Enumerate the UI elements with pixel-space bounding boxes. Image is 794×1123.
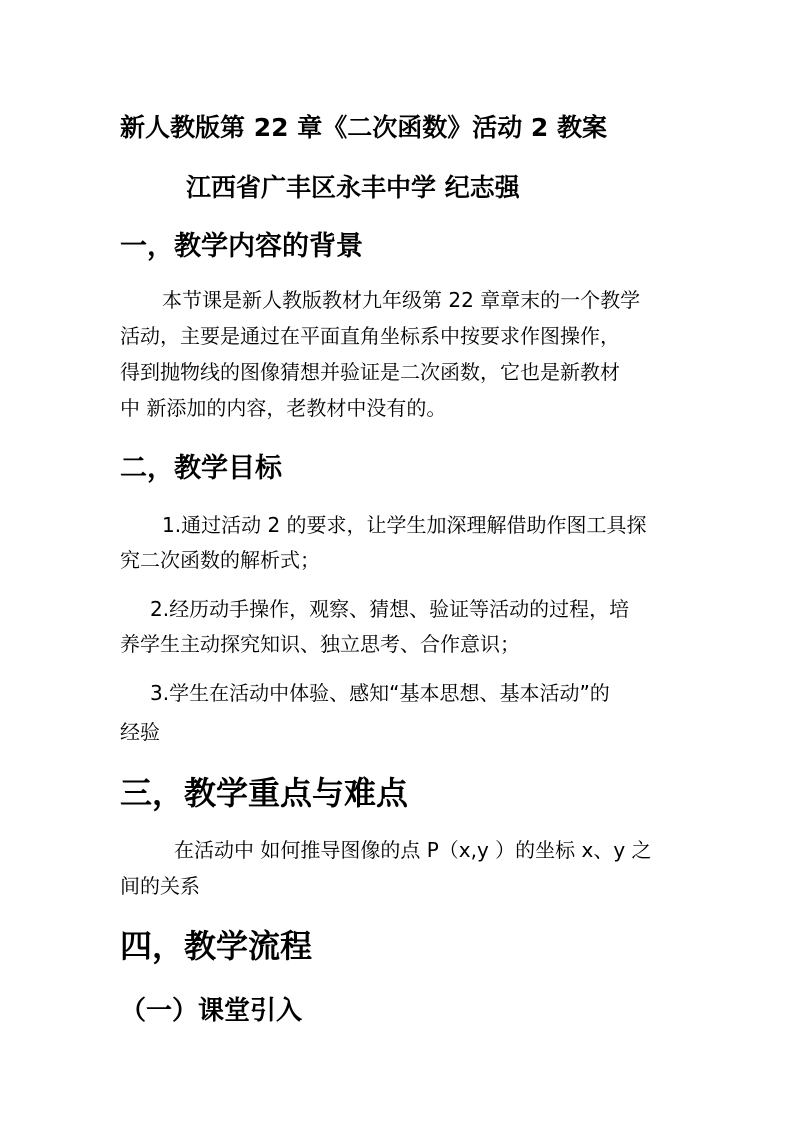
paragraph-line: 3.学生在活动中体验、感知“基本思想、基本活动”的 xyxy=(150,681,610,705)
paragraph-line: 在活动中 如何推导图像的点 P（x,y ）的坐标 x、y 之 xyxy=(174,838,652,862)
paragraph-line: 经验 xyxy=(120,720,160,744)
paragraph-line: 中 新添加的内容，老教材中没有的。 xyxy=(120,396,447,420)
subheading-lesson-intro: （一）课堂引入 xyxy=(120,996,303,1026)
paragraph-line: 本节课是新人教版教材九年级第 22 章章末的一个教学 xyxy=(162,288,641,312)
section-heading-objectives: 二，教学目标 xyxy=(120,453,282,484)
paragraph-line: 活动，主要是通过在平面直角坐标系中按要求作图操作， xyxy=(120,324,620,348)
paragraph-line: 2.经历动手操作，观察、猜想、验证等活动的过程，培 xyxy=(150,597,630,621)
section-heading-key-points: 三，教学重点与难点 xyxy=(120,774,409,812)
paragraph-line: 1.通过活动 2 的要求，让学生加深理解借助作图工具探 xyxy=(162,513,647,537)
paragraph-line: 间的关系 xyxy=(120,874,200,898)
paragraph-line: 究二次函数的解析式； xyxy=(120,548,320,572)
paragraph-line: 得到抛物线的图像猜想并验证是二次函数，它也是新教材 xyxy=(120,360,620,384)
section-heading-background: 一，教学内容的背景 xyxy=(120,231,363,262)
section-heading-process: 四，教学流程 xyxy=(120,927,313,965)
paragraph-line: 养学生主动探究知识、独立思考、合作意识； xyxy=(120,632,520,656)
document-title: 新人教版第 22 章《二次函数》活动 2 教案 xyxy=(120,113,608,142)
author-line: 江西省广丰区永丰中学 纪志强 xyxy=(186,173,520,202)
